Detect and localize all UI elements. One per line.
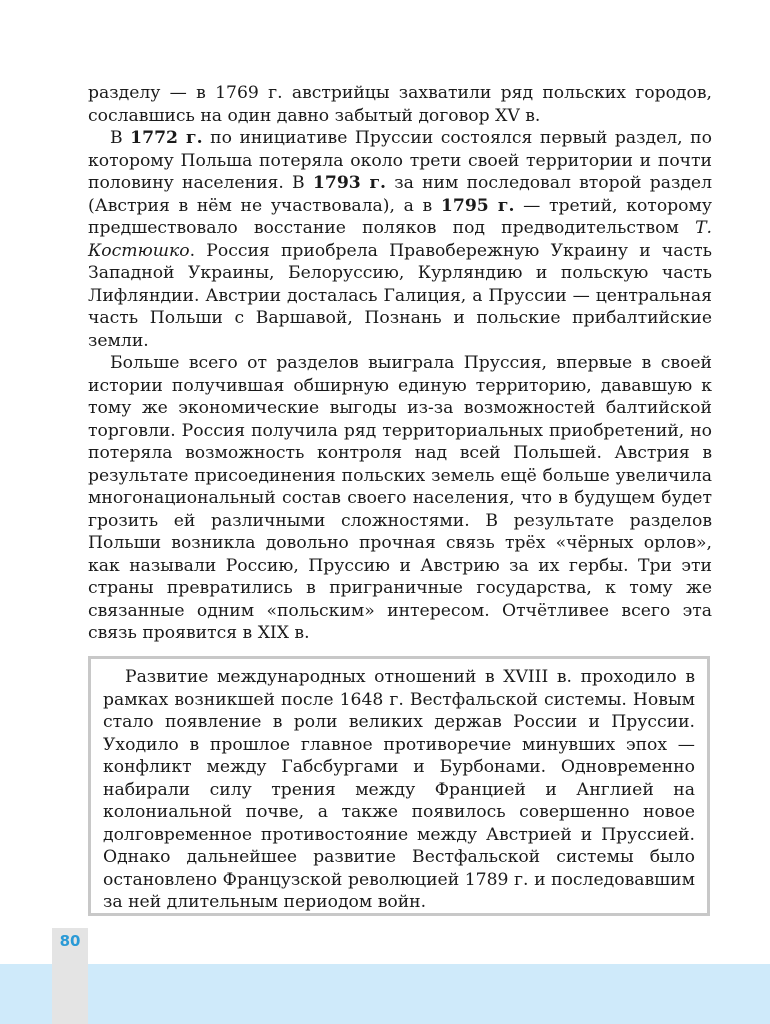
paragraph-2-text-3: за ним последовал второй раздел (Австрия в нём не участвовала), а в <box>88 173 712 216</box>
date-1795: 1795 г. <box>440 195 515 216</box>
page-number: 80 <box>59 932 81 950</box>
paragraph-1: разделу — в 1769 г. австрийцы захватили ряд польских городов, сославшись на один давно забытый договор XV в. <box>88 83 712 126</box>
name-kosciuszko: Т. Костюшко <box>88 218 712 261</box>
summary-box <box>88 656 710 916</box>
paragraph-2-text-4: — третий, которому предшествовало восстание поляков под предводительством <box>88 195 712 238</box>
paragraph-2 <box>88 127 712 352</box>
paragraph-2-text-5: . Россия приобрела Правобережную Украину и часть Западной Украины, Белоруссию, Курляндию и польскую часть Лифляндии. Австрии досталась Галиция, а Пруссии — центральная часть Польши с Варшавой, Познань и польские прибалтийские земли. <box>88 240 712 351</box>
footer-band <box>0 964 770 1024</box>
date-1772: 1772 г. <box>130 128 203 148</box>
paragraph-2-text-1: В <box>110 128 131 148</box>
paragraph-2-text-2: по инициативе Пруссии состоялся первый раздел, по которому Польша потеряла около трети своей территории и почти половину населения. В <box>88 128 712 193</box>
main-text <box>88 82 712 645</box>
paragraph-3: Больше всего от разделов выиграла Пруссия, впервые в своей истории получившая обширную единую территорию, дававшую к тому же экономические выгоды из-за возможностей балтийской торговли. Россия получила ряд территориальных приобретений, но потеряла возможность контроля над всей Польшей. Австрия в результате присоединения польских земель ещё больше увеличила многонациональный состав своего населения, что в будущем будет грозить ей различными сложностями. В результате разделов Польши возникла довольно прочная связь трёх «чёрных орлов», как называли Россию, Пруссию и Австрию за их гербы. Три эти страны превратились в приграничные государства, к тому же связанные одним «польским» интересом. Отчётливее всего эта связь проявится в XIX в. <box>88 353 712 643</box>
summary-text: Развитие международных отношений в XVIII в. проходило в рамках возникшей после 1648 г. Вестфальской системы. Новым стало появление в роли великих держав России и Пруссии. Уходило в прошлое главное противоречие минувших эпох — конфликт между Габсбургами и Бурбонами. Одновременно набирали силу трения между Францией и Англией на колониальной почве, а также появилось совершенно новое долговременное противостояние между Австрией и Пруссией. Однако дальнейшее развитие Вестфальской системы было остановлено Французской революцией 1789 г. и последовавшим за ней длительным периодом войн. <box>103 667 695 912</box>
date-1793: 1793 г. <box>312 173 387 193</box>
